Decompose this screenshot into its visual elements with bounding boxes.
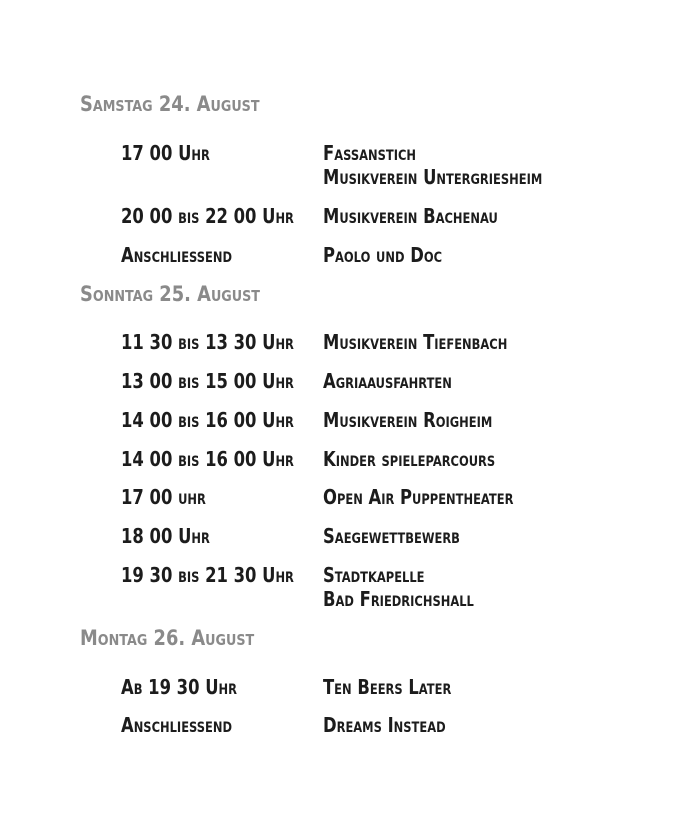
schedule-time: 11 30 bis 13 30 Uhr — [121, 330, 294, 354]
schedule-time: 17 00 uhr — [121, 485, 206, 509]
day-heading-monday: Montag 26. August — [80, 626, 255, 650]
event-line: Musikverein Tiefenbach — [323, 330, 508, 354]
event-line: Musikverein Roigheim — [323, 408, 493, 432]
event-line: Ten Beers Later — [323, 675, 452, 699]
event-line: Paolo und Doc — [323, 243, 443, 267]
schedule-time: 19 30 bis 21 30 Uhr — [121, 563, 294, 587]
event-line: Kinder spieleparcours — [323, 447, 496, 471]
schedule-event — [323, 330, 507, 354]
event-line: Dreams Instead — [323, 713, 446, 737]
day-heading-sunday: Sonntag 25. August — [80, 282, 261, 306]
schedule-time: Anschliessend — [121, 713, 233, 737]
schedule-time: 14 00 bis 16 00 Uhr — [121, 408, 294, 432]
schedule-time: 17 00 Uhr — [121, 141, 210, 165]
schedule-time: 14 00 bis 16 00 Uhr — [121, 447, 294, 471]
schedule-time: 20 00 bis 22 00 Uhr — [121, 204, 294, 228]
day-heading-saturday: Samstag 24. August — [80, 92, 260, 116]
schedule-event — [323, 204, 498, 228]
schedule-event — [323, 713, 446, 737]
event-line: Saegewettbewerb — [323, 524, 460, 548]
event-line: Agriaausfahrten — [323, 369, 452, 393]
schedule-event — [323, 369, 452, 393]
schedule-event — [323, 524, 460, 548]
event-line: Fassanstich — [323, 141, 417, 165]
event-line: Musikverein Bachenau — [323, 204, 498, 228]
schedule-event — [323, 485, 513, 509]
schedule-time: 18 00 Uhr — [121, 524, 210, 548]
schedule-event — [323, 141, 542, 189]
event-line: Musikverein Untergriesheim — [323, 165, 543, 189]
schedule-time: Ab 19 30 Uhr — [121, 675, 237, 699]
schedule-event — [323, 243, 442, 267]
event-line: Stadtkapelle — [323, 563, 425, 587]
schedule-event — [323, 408, 492, 432]
event-line: Bad Friedrichshall — [323, 587, 474, 611]
schedule-time: Anschliessend — [121, 243, 233, 267]
schedule-event — [323, 563, 474, 611]
event-line: Open Air Puppentheater — [323, 485, 514, 509]
schedule-event — [323, 447, 495, 471]
schedule-time: 13 00 bis 15 00 Uhr — [121, 369, 294, 393]
schedule-event — [323, 675, 451, 699]
